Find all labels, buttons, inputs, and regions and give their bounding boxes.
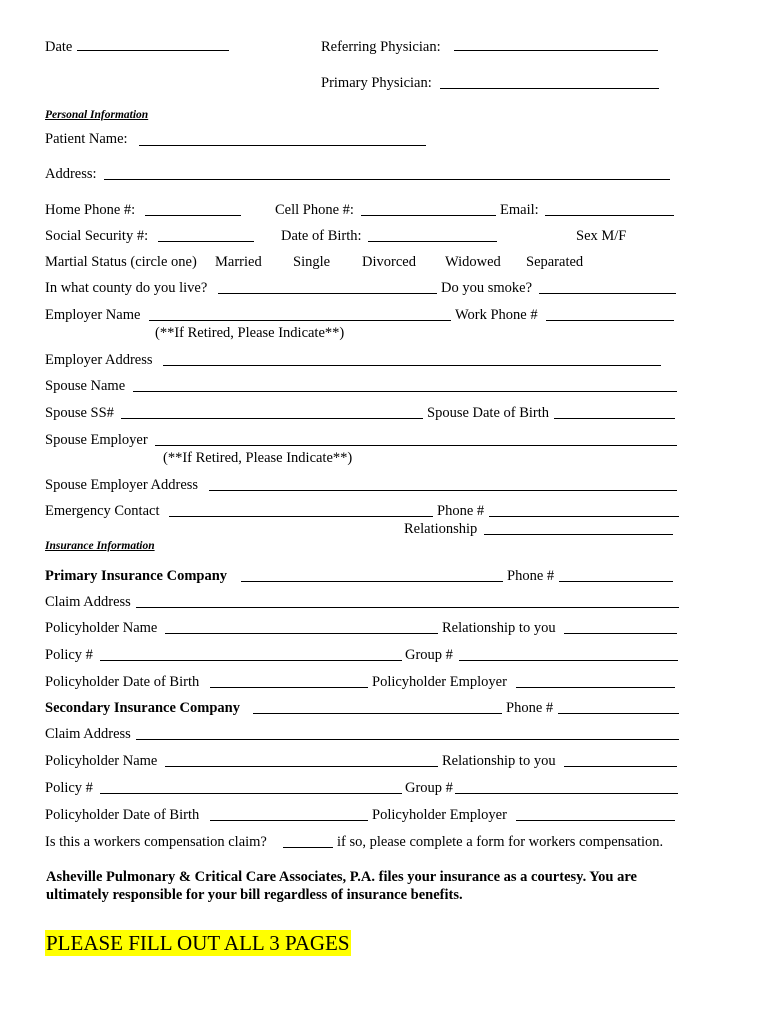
cell-phone-field[interactable] — [361, 215, 496, 216]
emergency-contact-label: Emergency Contact — [45, 503, 160, 519]
marital-option-divorced[interactable]: Divorced — [362, 254, 416, 270]
patient-name-field[interactable] — [139, 145, 426, 146]
primary-relationship-label: Relationship to you — [442, 620, 556, 636]
secondary-policy-label: Policy # — [45, 780, 93, 796]
secondary-claim-address-field[interactable] — [136, 739, 679, 740]
courtesy-notice: Asheville Pulmonary & Critical Care Associates, P.A. files your insurance as a courtesy. You are ultimately responsible for your bill regardless of insurance benefits. — [46, 869, 637, 903]
date-field[interactable] — [77, 50, 229, 51]
emergency-phone-label: Phone # — [437, 503, 485, 519]
marital-option-widowed[interactable]: Widowed — [445, 254, 501, 270]
primary-group-field[interactable] — [459, 660, 678, 661]
work-phone-field[interactable] — [546, 320, 674, 321]
retired-note: (**If Retired, Please Indicate**) — [155, 325, 345, 341]
primary-policyholder-employer-label: Policyholder Employer — [372, 674, 507, 690]
insurance-information-heading: Insurance Information — [45, 540, 155, 552]
secondary-insurance-phone-field[interactable] — [558, 713, 679, 714]
smoke-field[interactable] — [539, 293, 676, 294]
secondary-policyholder-name-label: Policyholder Name — [45, 753, 158, 769]
address-field[interactable] — [104, 179, 670, 180]
relationship-label: Relationship — [404, 521, 478, 537]
spouse-ss-label: Spouse SS# — [45, 405, 114, 421]
spouse-employer-address-field[interactable] — [209, 490, 677, 491]
workers-comp-label: Is this a workers compensation claim? — [45, 834, 267, 850]
primary-insurance-phone-field[interactable] — [559, 581, 673, 582]
primary-policyholder-employer-field[interactable] — [516, 687, 675, 688]
primary-policy-label: Policy # — [45, 647, 93, 663]
home-phone-field[interactable] — [145, 215, 241, 216]
workers-comp-instruction: if so, please complete a form for workers compensation. — [337, 834, 664, 850]
primary-policyholder-dob-field[interactable] — [210, 687, 368, 688]
personal-information-heading: Personal Information — [45, 109, 149, 121]
secondary-insurance-company-label: Secondary Insurance Company — [45, 700, 240, 716]
secondary-policyholder-name-field[interactable] — [165, 766, 438, 767]
primary-physician-field[interactable] — [440, 88, 659, 89]
marital-option-married[interactable]: Married — [215, 254, 262, 270]
primary-claim-address-field[interactable] — [136, 607, 679, 608]
home-phone-label: Home Phone #: — [45, 202, 136, 218]
relationship-field[interactable] — [484, 534, 673, 535]
sex-label: Sex M/F — [576, 228, 627, 244]
emergency-contact-field[interactable] — [169, 516, 433, 517]
emergency-phone-field[interactable] — [489, 516, 679, 517]
employer-address-label: Employer Address — [45, 352, 153, 368]
secondary-policy-field[interactable] — [100, 793, 402, 794]
spouse-name-label: Spouse Name — [45, 378, 126, 394]
referring-physician-label: Referring Physician: — [321, 39, 441, 55]
secondary-relationship-field[interactable] — [564, 766, 677, 767]
spouse-name-field[interactable] — [133, 391, 677, 392]
primary-physician-label: Primary Physician: — [321, 75, 432, 91]
primary-insurance-phone-label: Phone # — [507, 568, 555, 584]
email-field[interactable] — [545, 215, 674, 216]
spouse-employer-label: Spouse Employer — [45, 432, 148, 448]
date-label: Date — [45, 39, 73, 55]
primary-relationship-field[interactable] — [564, 633, 677, 634]
cell-phone-label: Cell Phone #: — [275, 202, 354, 218]
primary-policy-field[interactable] — [100, 660, 402, 661]
primary-policyholder-name-label: Policyholder Name — [45, 620, 158, 636]
secondary-policyholder-dob-field[interactable] — [210, 820, 368, 821]
spouse-ss-field[interactable] — [121, 418, 423, 419]
primary-insurance-company-label: Primary Insurance Company — [45, 568, 228, 584]
spouse-employer-address-label: Spouse Employer Address — [45, 477, 199, 493]
secondary-relationship-label: Relationship to you — [442, 753, 556, 769]
county-label: In what county do you live? — [45, 280, 208, 296]
marital-status-label: Martial Status (circle one) — [45, 254, 197, 270]
secondary-claim-address-label: Claim Address — [45, 726, 131, 742]
address-label: Address: — [45, 166, 97, 182]
email-label: Email: — [500, 202, 539, 218]
primary-policyholder-name-field[interactable] — [165, 633, 438, 634]
secondary-policyholder-employer-field[interactable] — [516, 820, 675, 821]
employer-name-label: Employer Name — [45, 307, 141, 323]
spouse-dob-label: Spouse Date of Birth — [427, 405, 550, 421]
marital-option-single[interactable]: Single — [293, 254, 331, 270]
primary-policyholder-dob-label: Policyholder Date of Birth — [45, 674, 200, 690]
primary-group-label: Group # — [405, 647, 453, 663]
date-of-birth-label: Date of Birth: — [281, 228, 362, 244]
secondary-policyholder-dob-label: Policyholder Date of Birth — [45, 807, 200, 823]
patient-name-label: Patient Name: — [45, 131, 128, 147]
fill-out-all-pages-banner: PLEASE FILL OUT ALL 3 PAGES — [46, 931, 350, 955]
spouse-retired-note: (**If Retired, Please Indicate**) — [163, 450, 353, 466]
spouse-dob-field[interactable] — [554, 418, 675, 419]
secondary-policyholder-employer-label: Policyholder Employer — [372, 807, 507, 823]
smoke-label: Do you smoke? — [441, 280, 533, 296]
spouse-employer-field[interactable] — [155, 445, 677, 446]
work-phone-label: Work Phone # — [455, 307, 538, 323]
primary-claim-address-label: Claim Address — [45, 594, 131, 610]
workers-comp-field[interactable] — [283, 847, 333, 848]
social-security-field[interactable] — [158, 241, 254, 242]
secondary-group-field[interactable] — [455, 793, 678, 794]
date-of-birth-field[interactable] — [368, 241, 497, 242]
employer-address-field[interactable] — [163, 365, 661, 366]
social-security-label: Social Security #: — [45, 228, 149, 244]
marital-option-separated[interactable]: Separated — [526, 254, 584, 270]
secondary-insurance-phone-label: Phone # — [506, 700, 554, 716]
referring-physician-field[interactable] — [454, 50, 658, 51]
county-field[interactable] — [218, 293, 437, 294]
secondary-group-label: Group # — [405, 780, 453, 796]
secondary-insurance-company-field[interactable] — [253, 713, 502, 714]
employer-name-field[interactable] — [149, 320, 451, 321]
primary-insurance-company-field[interactable] — [241, 581, 503, 582]
